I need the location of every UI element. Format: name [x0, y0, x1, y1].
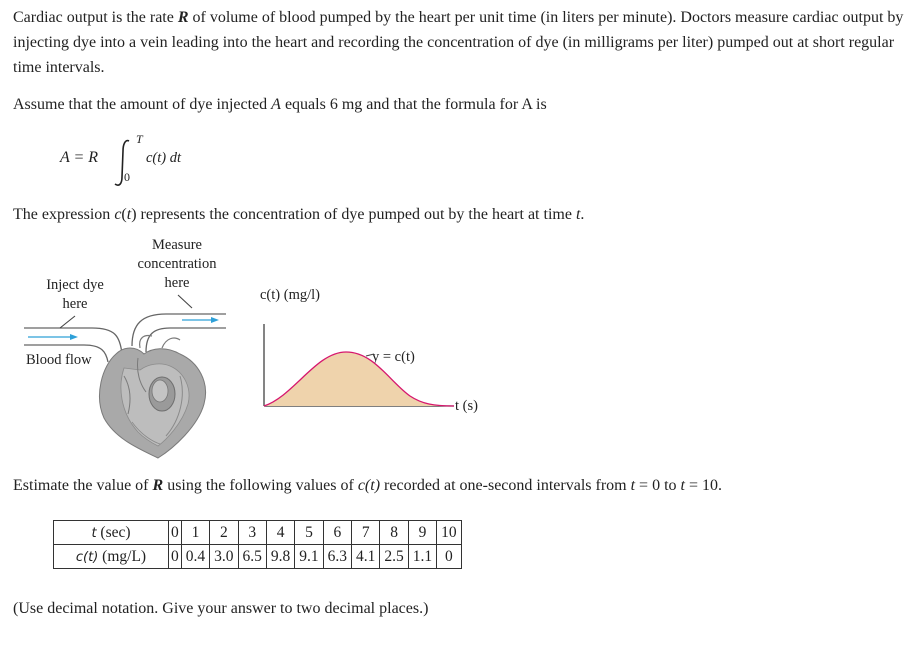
assumption-paragraph: Assume that the amount of dye injected A equals 6 mg and that the formula for A is [13, 96, 547, 113]
data-table [53, 520, 462, 569]
table-cell: 6.3 [323, 545, 351, 569]
inflow-vein-inner [24, 345, 108, 362]
table-cell: 3.0 [210, 545, 238, 569]
table-cell: 2.5 [380, 545, 408, 569]
table-cell: 1 [181, 521, 209, 545]
table-cell: 1.1 [408, 545, 436, 569]
table-cell: 4 [266, 521, 294, 545]
inject-pointer-line [60, 316, 75, 328]
heart-diagram [20, 236, 260, 466]
table-cell: 9.1 [295, 545, 323, 569]
inject-label: Inject dye here [46, 277, 104, 312]
table-cell: 7 [352, 521, 380, 545]
expression-sentence: The expression c(t) represents the concentration of dye pumped out by the heart at time t. [13, 206, 585, 223]
table-cell: 6 [323, 521, 351, 545]
table-cell: 4.1 [352, 545, 380, 569]
table-cell: 10 [437, 521, 462, 545]
heart-icon [100, 336, 206, 459]
estimate-sentence: Estimate the value of R using the following values of c(t) recorded at one-second intervals from t = 0 to t = 10. [13, 477, 722, 494]
table-cell: 5 [295, 521, 323, 545]
upper-limit: T [136, 132, 143, 146]
integral-formula [60, 134, 260, 194]
table-cell: 8 [380, 521, 408, 545]
lower-limit: 0 [124, 170, 130, 184]
table-row [54, 521, 462, 545]
blood-flow-label: Blood flow [26, 352, 92, 368]
curve-area [264, 352, 454, 406]
y-axis-label: c(t) (mg/l) [260, 287, 320, 303]
integrand: c(t) dt [146, 150, 182, 166]
row-header-c: c(t) (mg/L) [54, 545, 169, 569]
inflow-arrow-icon [70, 334, 78, 340]
table-cell: 0 [169, 521, 182, 545]
outflow-arrow-icon [211, 317, 219, 323]
table-cell: 6.5 [238, 545, 266, 569]
table-cell: 3 [238, 521, 266, 545]
row-header-t: t (sec) [54, 521, 169, 545]
table-cell: 9 [408, 521, 436, 545]
formula-lhs: A = R [60, 149, 99, 166]
table-row [54, 545, 462, 569]
instructions-text: (Use decimal notation. Give your answer to two decimal places.) [13, 600, 429, 617]
table-cell: 0 [437, 545, 462, 569]
inflow-vein-outer [24, 328, 122, 354]
cardiac-output-figure [20, 236, 500, 466]
table-cell: 2 [210, 521, 238, 545]
table-cell: 0 [169, 545, 182, 569]
measure-pointer-line [178, 295, 192, 308]
table-cell: 9.8 [266, 545, 294, 569]
concentration-curve-graph [258, 316, 458, 412]
intro-paragraph: Cardiac output is the rate R of volume of blood pumped by the heart per unit time (in liters per minute). Doctors measure cardiac output by injecting dye into a vein leading into the heart and recording the concentration of dye (in milligrams per liter) pumped out at short regular time intervals. [13, 9, 904, 76]
curve-label-pointer [366, 354, 374, 356]
measure-label: Measure concentration here [137, 237, 217, 291]
variable-R: R [177, 9, 189, 26]
curve-label: y = c(t) [372, 349, 415, 365]
x-axis-label: t (s) [455, 398, 478, 414]
table-cell: 0.4 [181, 545, 209, 569]
